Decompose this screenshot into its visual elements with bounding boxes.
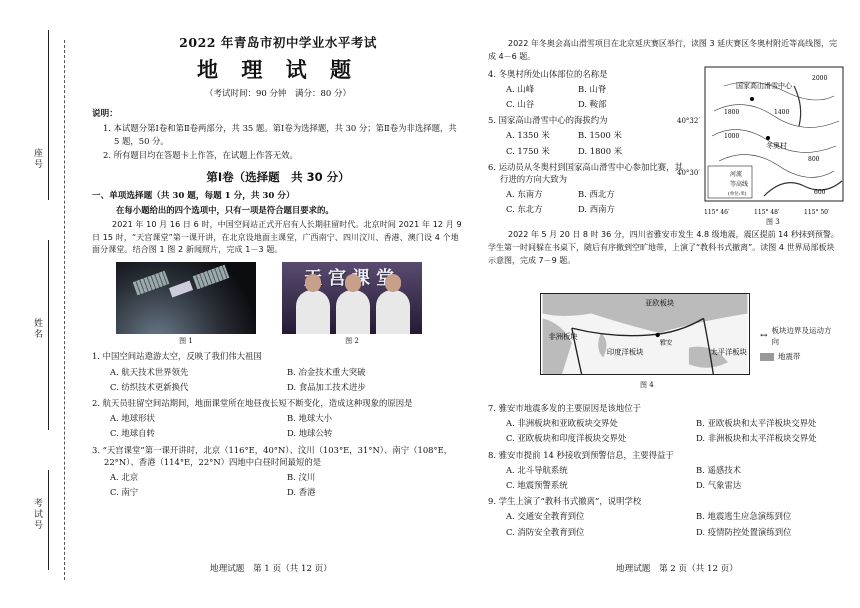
longitude-label: 115° 48′ (754, 209, 780, 216)
option[interactable]: B. 1500 米 (578, 130, 622, 141)
plate-label: 印度洋板块 (606, 347, 644, 357)
option[interactable]: C. 消防安全教育到位 (506, 526, 585, 537)
option[interactable]: C. 1750 米 (506, 145, 550, 156)
option[interactable]: B. 冶金技术重大突破 (287, 366, 366, 377)
option[interactable]: D. 气象雷达 (696, 479, 742, 490)
question-2 (92, 397, 464, 440)
option[interactable]: A. 交通安全教育到位 (506, 511, 585, 522)
option[interactable]: B. 汶川 (287, 471, 316, 482)
questions-left (92, 350, 464, 498)
option[interactable]: C. 纺织技术更新换代 (110, 381, 189, 392)
option[interactable]: A. 地球形状 (110, 413, 155, 424)
option[interactable]: B. 亚欧板块和太平洋板块交界处 (696, 418, 817, 429)
binding-margin (0, 0, 86, 608)
map-label: 冬奥村 (766, 142, 787, 150)
option[interactable]: B. 地震逃生应急演练到位 (696, 511, 792, 522)
note-item: 2. 所有题目均在答题卡上作答，在试题上作答无效。 (103, 149, 298, 160)
question-3 (92, 444, 464, 499)
map-label: 国家高山滑雪中心 (736, 82, 792, 90)
exam-info: （考试时间：90 分钟 满分：80 分） (204, 88, 352, 99)
page-footer-left: 地理试题 第 1 页（共 12 页） (210, 564, 332, 574)
ski-center-marker (750, 97, 754, 101)
question-9 (488, 495, 840, 538)
option[interactable]: C. 南宁 (110, 487, 139, 498)
question-7 (488, 402, 840, 445)
exam-number-label: 考试号 (32, 498, 43, 531)
question-8 (488, 449, 840, 492)
name-label: 姓名 (32, 318, 43, 340)
latitude-label: 40°32′ (677, 117, 700, 125)
longitude-label: 115° 46′ (704, 209, 730, 216)
questions-4-6 (488, 68, 688, 216)
longitude-label: 115° 50′ (804, 209, 830, 216)
contour-value: 800 (808, 156, 820, 163)
tiangong-classroom-photo (282, 262, 422, 334)
plate-label: 非洲板块 (548, 331, 578, 341)
option[interactable]: A. 1350 米 (506, 130, 550, 141)
astronaut-icon (296, 290, 330, 334)
question-stem: 4. 冬奥村所处山体部位的名称是 (488, 68, 608, 79)
question-4 (488, 68, 688, 111)
city-label: 雅安 (659, 339, 673, 347)
question-1 (92, 350, 464, 393)
passage-2: 2022 年冬奥会高山滑雪项目在北京延庆赛区举行，读图 3 延庆赛区冬奥村附近等高线图，完成 4－6 题。 (488, 39, 838, 61)
name-blank (48, 240, 49, 430)
option[interactable]: C. 地震预警系统 (506, 479, 568, 490)
subject-title: 地 理 试 题 (197, 58, 359, 83)
latitude-label: 40°30′ (677, 169, 700, 177)
question-5 (488, 114, 688, 157)
options (92, 366, 464, 393)
option[interactable]: C. 亚欧板块和印度洋板块交界处 (506, 433, 627, 444)
options (488, 188, 688, 215)
option[interactable]: D. 1800 米 (578, 145, 623, 156)
notes-list (92, 122, 464, 161)
contour-value: 2000 (812, 75, 828, 82)
station-module-icon (169, 281, 193, 298)
option[interactable]: D. 疫情防控处置演练到位 (696, 526, 792, 537)
question-stem: 6. 运动员从冬奥村到国家高山滑雪中心参加比赛，其行进的方向大致为 (488, 161, 683, 184)
exam-number-blank (48, 470, 49, 570)
option[interactable]: C. 东北方 (506, 204, 543, 215)
question-stem: 8. 雅安市提前 14 秒接收到预警信息，主要得益于 (488, 449, 674, 460)
passage-1: 2021 年 10 月 16 日 6 时，中国空间站正式开启有人长期驻留时代。北京时间 2021 年 12 月 9 日 15 时，“天宫课堂”第一课开讲，在北京设地面主课堂，广西南宁、四川汶川、香港、澳门设 4 个地面分课堂。结合图 1 图 2 新闻照片，完成 1－3 题。 (92, 220, 462, 254)
question-6 (488, 161, 688, 216)
figure-caption: 图 2 (345, 337, 359, 346)
arrow-icon: ↔ (760, 331, 768, 342)
figures-1-2 (92, 262, 464, 346)
option[interactable]: D. 鞍部 (578, 98, 607, 109)
notes-heading: 说明： (92, 108, 118, 119)
question-stem: 1. 中国空间站遨游太空，反映了我们伟大祖国 (92, 351, 262, 362)
options (488, 464, 840, 491)
options (488, 129, 688, 156)
option[interactable]: D. 食品加工技术进步 (287, 381, 366, 392)
contour-value: 600 (814, 189, 826, 196)
option[interactable]: B. 地球大小 (287, 413, 332, 424)
contour-map (704, 66, 844, 216)
question-stem: 5. 国家高山滑雪中心的海拔约为 (488, 115, 608, 126)
option[interactable]: A. 东南方 (506, 189, 543, 200)
contour-value: 1400 (774, 109, 790, 116)
option[interactable]: A. 航天技术世界领先 (110, 366, 189, 377)
option[interactable]: B. 遥感技术 (696, 464, 741, 475)
questions-7-9 (488, 398, 840, 538)
passage-3: 2022 年 5 月 20 日 8 时 36 分，四川省雅安市发生 4.8 级地震，震区提前 14 秒抹到预警。学生第一时间躲在书桌下，随后有序撤到空旷地带，上演了“教科书式撤离”。读图 4 世界局部板块示意图，完成 7－9 题。 (488, 230, 839, 266)
legend-quake: 地震带 (760, 352, 838, 363)
figure-caption: 图 3 (766, 218, 780, 226)
space-station-photo (116, 262, 256, 334)
question-stem: 7. 雅安市地震多发的主要原因是该地位于 (488, 403, 642, 413)
plate-map (540, 293, 750, 375)
legend-river: 河流 (730, 171, 743, 178)
option[interactable]: A. 山峰 (506, 83, 535, 94)
option[interactable]: D. 地球公转 (287, 428, 333, 439)
figure-caption: 图 1 (179, 337, 193, 346)
options (488, 83, 688, 110)
contour-value: 1800 (724, 109, 740, 116)
binding-line (64, 40, 65, 580)
option[interactable]: D. 西南方 (578, 204, 615, 215)
yaan-marker (656, 333, 660, 337)
exam-title: 2022 年青岛市初中学业水平考试 (179, 35, 377, 50)
options (92, 471, 464, 498)
plate-label: 亚欧板块 (645, 298, 675, 308)
seat-number-label: 座号 (32, 148, 43, 170)
astronaut-icon (376, 290, 410, 334)
plate-label: 太平洋板块 (710, 347, 747, 357)
solar-panel-icon (133, 271, 170, 296)
solar-panel-icon (193, 265, 230, 290)
figure-caption: 图 4 (640, 381, 654, 389)
option[interactable]: B. 山脊 (578, 83, 607, 94)
part1-title: 第Ⅰ卷（选择题 共 30 分） (206, 169, 350, 184)
section-heading: 一、单项选择题（共 30 题，每题 1 分，共 30 分） (92, 190, 295, 201)
section-note: 在每小题给出的四个选项中，只有一项是符合题目要求的。 (116, 205, 334, 216)
option[interactable]: D. 非洲板块和太平洋板块交界处 (696, 433, 817, 444)
legend-boundary: ↔ 板块边界及运动方向 (760, 326, 832, 346)
legend-unit: (单位:米) (728, 192, 747, 197)
note-item: 1. 本试题分第Ⅰ卷和第Ⅱ卷两部分，共 35 题。第Ⅰ卷为选择题，共 30 分；第Ⅱ卷为非选择题，共 5 题，50 分。 (103, 123, 457, 146)
left-column (92, 20, 464, 498)
option[interactable]: A. 北斗导航系统 (506, 464, 568, 475)
question-stem: 9. 学生上演了“教科书式撤离”，说明学校 (488, 496, 642, 507)
contour-value: 1000 (724, 133, 740, 140)
options (92, 412, 464, 439)
question-stem: 2. 航天员驻留空间站期间，地面课堂所在地昼夜长短不断变化，造成这种现象的原因是 (92, 397, 413, 408)
option[interactable]: D. 香港 (287, 487, 316, 498)
page-footer-right: 地理试题 第 2 页（共 12 页） (616, 564, 738, 574)
option[interactable]: B. 西北方 (578, 189, 615, 200)
question-stem: 3. “天宫课堂”第一课开讲时，北京（116°E，40°N）、汶川（103°E，31°N）、南宁（108°E，22°N）、香港（114°E，22°N）四地中白昼时间最短的是 (92, 444, 453, 467)
options (488, 417, 840, 444)
legend-contour: 等高线 (730, 181, 749, 188)
option[interactable]: A. 非洲板块和亚欧板块交界处 (506, 418, 618, 429)
option[interactable]: C. 山谷 (506, 98, 535, 109)
plate-legend (760, 326, 838, 363)
quake-zone-swatch (760, 353, 774, 361)
astronaut-icon (336, 290, 370, 334)
option[interactable]: C. 地球自转 (110, 428, 155, 439)
village-marker (766, 136, 770, 140)
options (488, 510, 840, 537)
option[interactable]: A. 北京 (110, 471, 139, 482)
seat-number-blank (48, 30, 49, 200)
